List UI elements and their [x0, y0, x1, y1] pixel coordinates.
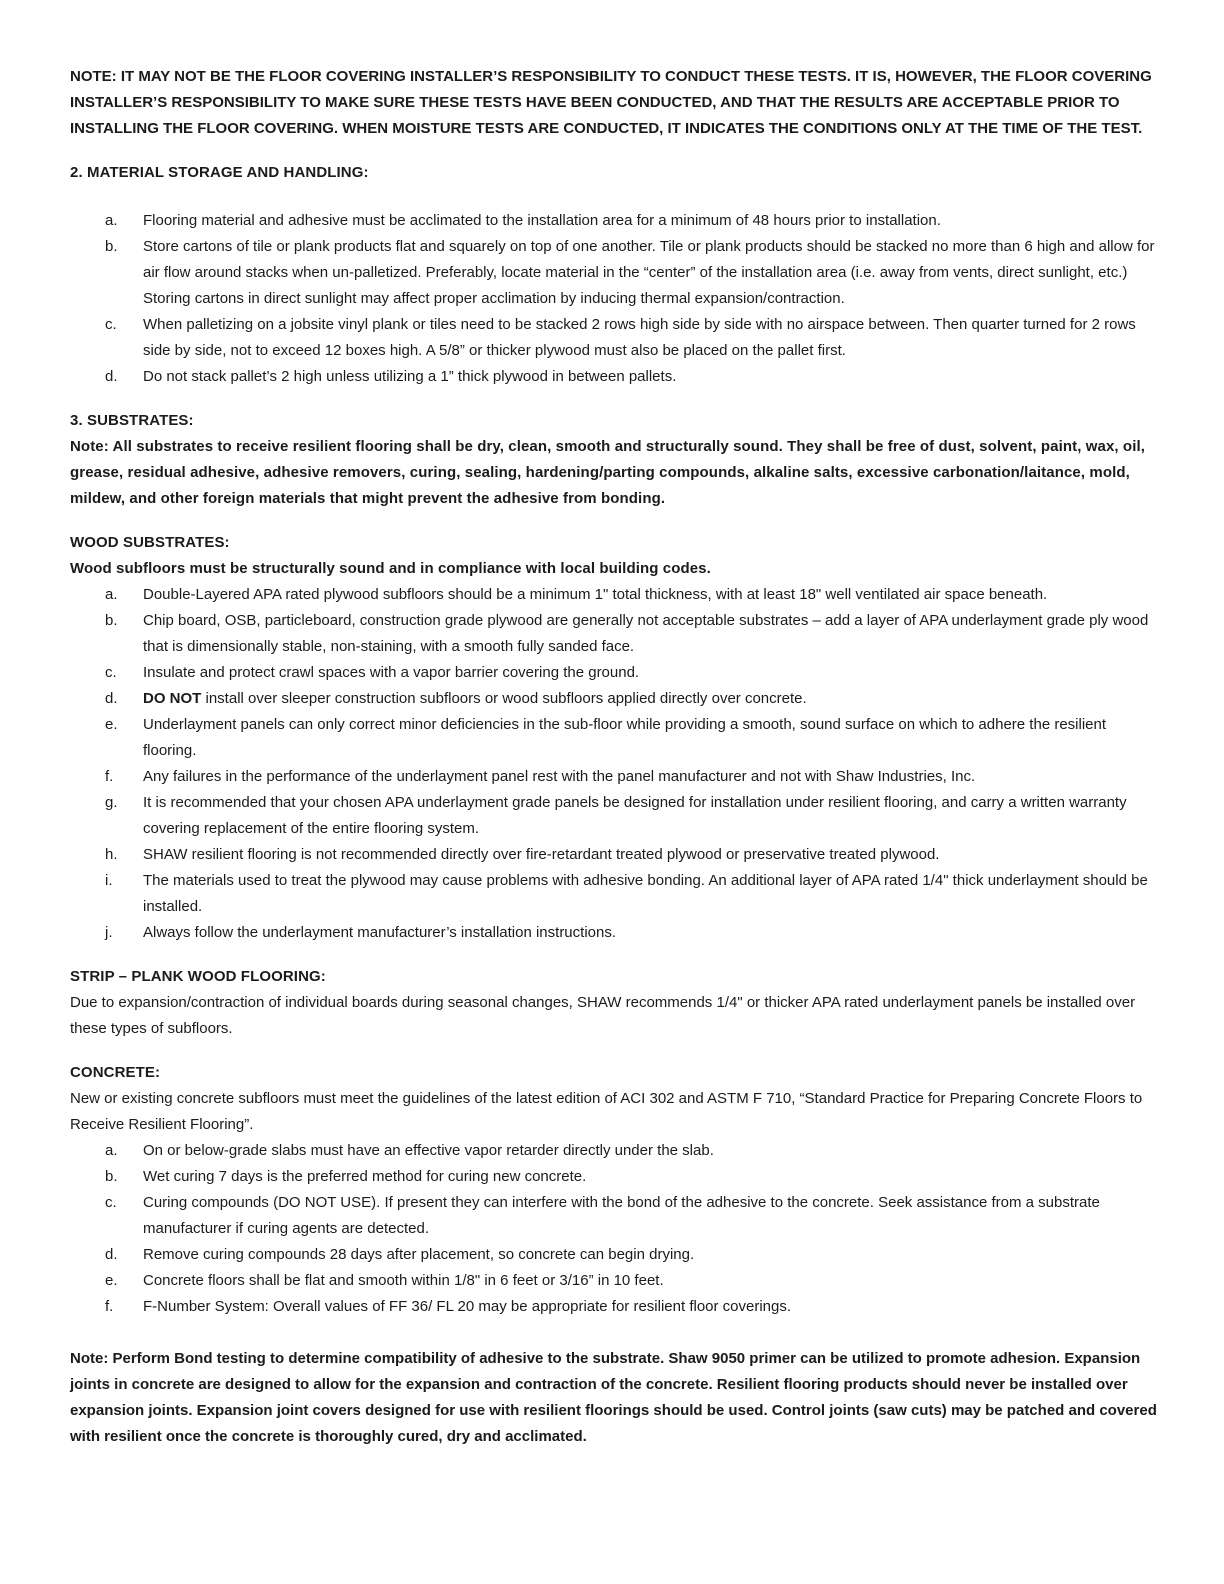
list-item — [105, 1242, 1158, 1268]
list-item-text: Wet curing 7 days is the preferred method for curing new concrete. — [143, 1168, 587, 1185]
list-marker: f. — [105, 768, 114, 785]
substrates-heading: 3. SUBSTRATES: — [70, 412, 194, 429]
list-item — [105, 208, 1158, 234]
list-item-text: Chip board, OSB, particleboard, construction grade plywood are generally not acceptable substrates – add a layer of APA underlayment grade ply wood that is dimensionally stable, non-staining, with a smooth fully sanded face. — [143, 612, 1149, 655]
list-item — [105, 920, 1158, 946]
list-item-text: Underlayment panels can only correct minor deficiencies in the sub-floor while providing a smooth, sound surface on which to adhere the resilient flooring. — [143, 716, 1107, 759]
list-marker: g. — [105, 794, 118, 811]
list-item-text: It is recommended that your chosen APA underlayment grade panels be designed for installation under resilient flooring, and carry a written warranty covering replacement of the entire flooring system. — [143, 794, 1127, 837]
section-strip-plank — [70, 964, 1158, 1042]
concrete-heading: CONCRETE: — [70, 1064, 161, 1081]
list-marker: h. — [105, 846, 118, 863]
list-item-text: SHAW resilient flooring is not recommended directly over fire-retardant treated plywood or preservative treated plywood. — [143, 846, 940, 863]
list-marker: c. — [105, 316, 117, 333]
list-marker: i. — [105, 872, 113, 889]
material-storage-list — [70, 208, 1158, 390]
list-item-text — [143, 686, 1158, 712]
list-marker: e. — [105, 716, 118, 733]
list-item-text: F-Number System: Overall values of FF 36/ FL 20 may be appropriate for resilient floor coverings. — [143, 1298, 792, 1315]
top-note-paragraph: NOTE: IT MAY NOT BE THE FLOOR COVERING INSTALLER’S RESPONSIBILITY TO CONDUCT THESE TESTS. IT IS, HOWEVER, THE FLOOR COVERING INSTALLER’S RESPONSIBILITY TO MAKE SURE THESE TESTS HAVE BEEN CONDUCTED, AND THAT THE RESULTS ARE ACCEPTABLE PRIOR TO INSTALLING THE FLOOR COVERING. WHEN MOISTURE TESTS ARE CONDUCTED, IT INDICATES THE CONDITIONS ONLY AT THE TIME OF THE TEST. — [70, 68, 1152, 137]
list-item-text: Flooring material and adhesive must be acclimated to the installation area for a minimum of 48 hours prior to installation. — [143, 212, 941, 229]
wood-substrates-intro: Wood subfloors must be structurally sound and in compliance with local building codes. — [70, 560, 711, 577]
list-item — [105, 686, 1158, 712]
list-item-text: Curing compounds (DO NOT USE). If present they can interfere with the bond of the adhesive to the concrete. Seek assistance from a substrate manufacturer if curing agents are detected. — [143, 1194, 1100, 1237]
list-marker: d. — [105, 368, 118, 385]
list-item-text: Always follow the underlayment manufacturer’s installation instructions. — [143, 924, 617, 941]
list-marker: d. — [105, 690, 118, 707]
list-item-text: Remove curing compounds 28 days after placement, so concrete can begin drying. — [143, 1246, 695, 1263]
wood-substrates-heading: WOOD SUBSTRATES: — [70, 534, 230, 551]
list-item — [105, 364, 1158, 390]
list-item-text: Concrete floors shall be flat and smooth within 1/8" in 6 feet or 3/16” in 10 feet. — [143, 1272, 664, 1289]
bottom-note-paragraph: Note: Perform Bond testing to determine compatibility of adhesive to the substrate. Shaw 9050 primer can be utilized to promote adhesion. Expansion joints in concrete are designed to allow for the expansion and contraction of the concrete. Resilient flooring products should never be installed over expansion joints. Expansion joint covers designed for use with resilient floorings should be used. Control joints (saw cuts) may be patched and covered with resilient once the concrete is thoroughly cured, dry and acclimated. — [70, 1350, 1157, 1445]
list-item — [105, 582, 1158, 608]
list-item — [105, 660, 1158, 686]
section-substrates — [70, 408, 1158, 512]
list-item — [105, 1190, 1158, 1242]
list-item — [105, 234, 1158, 312]
list-item-text: Do not stack pallet’s 2 high unless utilizing a 1” thick plywood in between pallets. — [143, 368, 677, 385]
list-item-text: On or below-grade slabs must have an effective vapor retarder directly under the slab. — [143, 1142, 714, 1159]
list-item-text-rest: install over sleeper construction subfloors or wood subfloors applied directly over concrete. — [201, 690, 807, 707]
list-marker: j. — [105, 924, 113, 941]
list-marker: e. — [105, 1272, 118, 1289]
list-item — [105, 1268, 1158, 1294]
section-wood-substrates — [70, 530, 1158, 946]
section-concrete — [70, 1060, 1158, 1320]
material-storage-heading: 2. MATERIAL STORAGE AND HANDLING: — [70, 164, 369, 181]
list-item — [105, 868, 1158, 920]
concrete-list — [70, 1138, 1158, 1320]
list-marker: b. — [105, 1168, 118, 1185]
list-item-text: When palletizing on a jobsite vinyl plank or tiles need to be stacked 2 rows high side by side with no airspace between. Then quarter turned for 2 rows side by side, not to exceed 12 boxes high. A 5/8” or thicker plywood must also be placed on the pallet first. — [143, 316, 1136, 359]
list-item — [105, 1138, 1158, 1164]
list-marker: b. — [105, 612, 118, 629]
list-item-text: Store cartons of tile or plank products flat and squarely on top of one another. Tile or plank products should be stacked no more than 6 high and allow for air flow around stacks when un-palletized. Preferably, locate material in the “center” of the installation area (i.e. away from vents, direct sunlight, etc.) Storing cartons in direct sunlight may affect proper acclimation by inducing thermal expansion/contraction. — [143, 238, 1155, 307]
strip-plank-body: Due to expansion/contraction of individual boards during seasonal changes, SHAW recommends 1/4" or thicker APA rated underlayment panels be installed over these types of subfloors. — [70, 994, 1136, 1037]
list-item — [105, 842, 1158, 868]
list-item — [105, 608, 1158, 660]
list-item-text: The materials used to treat the plywood may cause problems with adhesive bonding. An additional layer of APA rated 1/4" thick underlayment should be installed. — [143, 872, 1148, 915]
list-marker: b. — [105, 238, 118, 255]
list-item — [105, 1294, 1158, 1320]
list-item — [105, 712, 1158, 764]
list-item — [105, 790, 1158, 842]
list-marker: a. — [105, 1142, 118, 1159]
list-marker: f. — [105, 1298, 114, 1315]
list-marker: c. — [105, 1194, 117, 1211]
list-marker: a. — [105, 586, 118, 603]
strip-plank-heading: STRIP – PLANK WOOD FLOORING: — [70, 968, 326, 985]
section-material-storage — [70, 160, 1158, 390]
wood-substrates-list — [70, 582, 1158, 946]
list-item-text: Double-Layered APA rated plywood subfloors should be a minimum 1" total thickness, with at least 18" well ventilated air space beneath. — [143, 586, 1048, 603]
list-item-text: Insulate and protect crawl spaces with a vapor barrier covering the ground. — [143, 664, 640, 681]
list-marker: c. — [105, 664, 117, 681]
list-item-text: Any failures in the performance of the underlayment panel rest with the panel manufacturer and not with Shaw Industries, Inc. — [143, 768, 976, 785]
substrates-note: Note: All substrates to receive resilient flooring shall be dry, clean, smooth and structurally sound. They shall be free of dust, solvent, paint, wax, oil, grease, residual adhesive, adhesive removers, curing, sealing, hardening/parting compounds, alkaline salts, excessive carbonation/laitance, mold, mildew, and other foreign materials that might prevent the adhesive from bonding. — [70, 438, 1145, 507]
list-item — [105, 764, 1158, 790]
list-marker: d. — [105, 1246, 118, 1263]
concrete-body: New or existing concrete subfloors must meet the guidelines of the latest edition of ACI 302 and ASTM F 710, “Standard Practice for Preparing Concrete Floors to Receive Resilient Flooring”. — [70, 1090, 1143, 1133]
list-marker: a. — [105, 212, 118, 229]
list-item — [105, 1164, 1158, 1190]
do-not-emphasis: DO NOT — [143, 690, 202, 707]
list-item — [105, 312, 1158, 364]
